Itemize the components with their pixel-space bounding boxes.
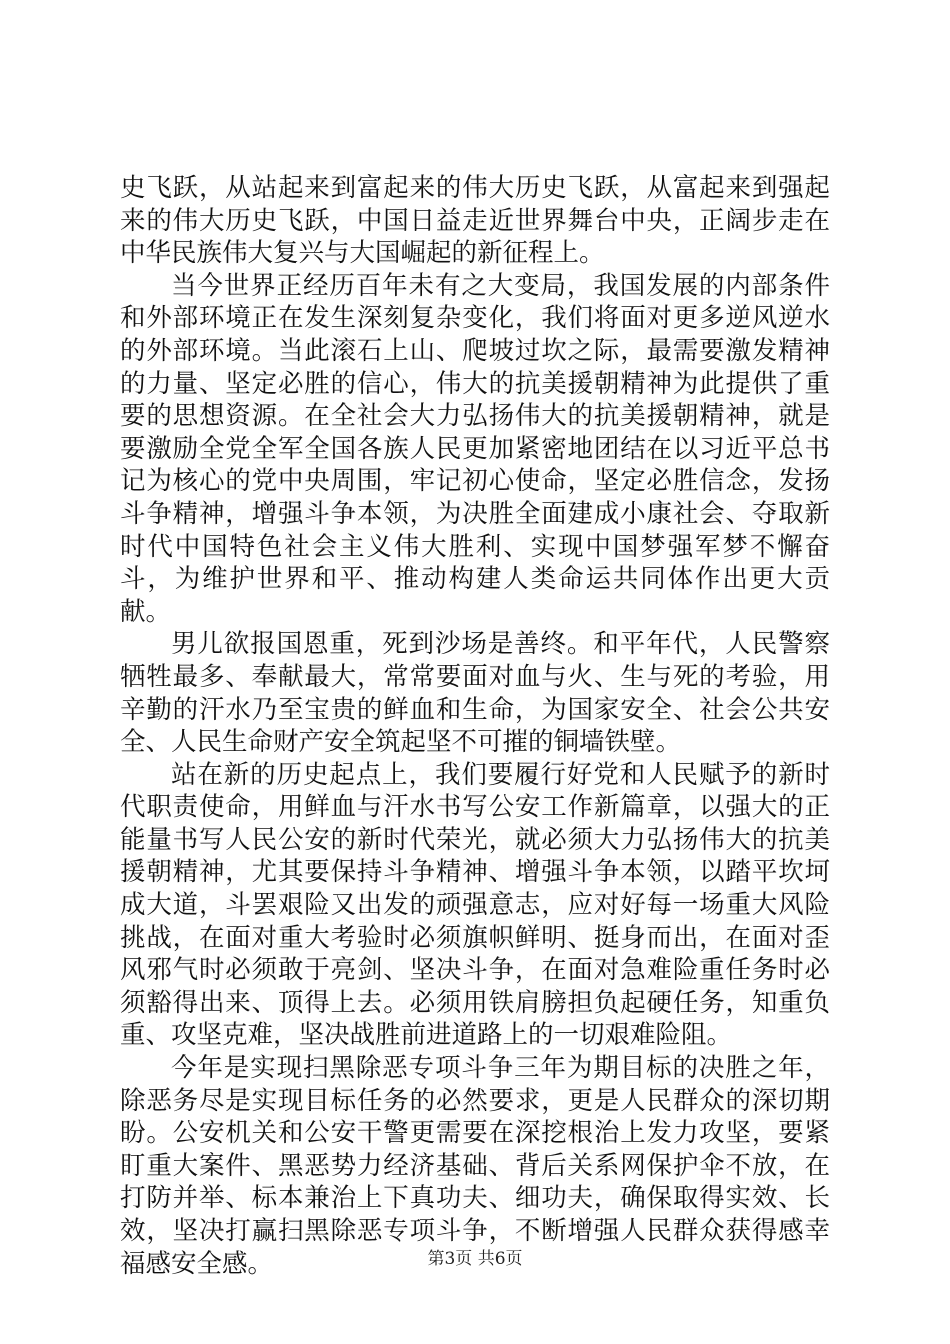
paragraph-4: 站在新的历史起点上，我们要履行好党和人民赋予的新时代职责使命，用鲜血与汗水书写公安工作新篇章，以强大的正能量书写人民公安的新时代荣光，就必须大力弘扬伟大的抗美援朝精神，尤其要保持斗争精神、增强斗争本领，以踏平坎坷成大道，斗罢艰险又出发的顽强意志，应对好每一场重大风险挑战，在面对重大考验时必须旗帜鲜明、挺身而出，在面对歪风邪气时必须敢于亮剑、坚决斗争，在面对急难险重任务时必须豁得出来、顶得上去。必须用铁肩膀担负起硬任务，知重负重、攻坚克难，坚决战胜前进道路上的一切艰难险阻。 [120,759,830,1051]
paragraph-3: 男儿欲报国恩重，死到沙场是善终。和平年代，人民警察牺牲最多、奉献最大，常常要面对血与火、生与死的考验，用辛勤的汗水乃至宝贵的鲜血和生命，为国家安全、社会公共安全、人民生命财产安全筑起坚不可摧的铜墙铁壁。 [120,629,830,758]
document-body [120,172,830,1280]
page-footer: 第3页 共6页 [427,1249,523,1269]
paragraph-1: 史飞跃，从站起来到富起来的伟大历史飞跃，从富起来到强起来的伟大历史飞跃，中国日益走近世界舞台中央，正阔步走在中华民族伟大复兴与大国崛起的新征程上。 [120,173,830,269]
paragraph-5: 今年是实现扫黑除恶专项斗争三年为期目标的决胜之年，除恶务尽是实现目标任务的必然要求，更是人民群众的深切期盼。公安机关和公安干警更需要在深挖根治上发力攻坚，要紧盯重大案件、黑恶势力经济基础、背后关系网保护伞不放，在打防并举、标本兼治上下真功夫、细功夫，确保取得实效、长效，坚决打赢扫黑除恶专项斗争，不断增强人民群众获得感幸福感安全感。 [120,1053,830,1279]
paragraph-2: 当今世界正经历百年未有之大变局，我国发展的内部条件和外部环境正在发生深刻复杂变化，我们将面对更多逆风逆水的外部环境。当此滚石上山、爬坡过坎之际，最需要激发精神的力量、坚定必胜的信心，伟大的抗美援朝精神为此提供了重要的思想资源。在全社会大力弘扬伟大的抗美援朝精神，就是要激励全党全军全国各族人民更加紧密地团结在以习近平总书记为核心的党中央周围，牢记初心使命，坚定必胜信念，发扬斗争精神，增强斗争本领，为决胜全面建成小康社会、夺取新时代中国特色社会主义伟大胜利、实现中国梦强军梦不懈奋斗，为维护世界和平、推动构建人类命运共同体作出更大贡献。 [120,270,830,627]
